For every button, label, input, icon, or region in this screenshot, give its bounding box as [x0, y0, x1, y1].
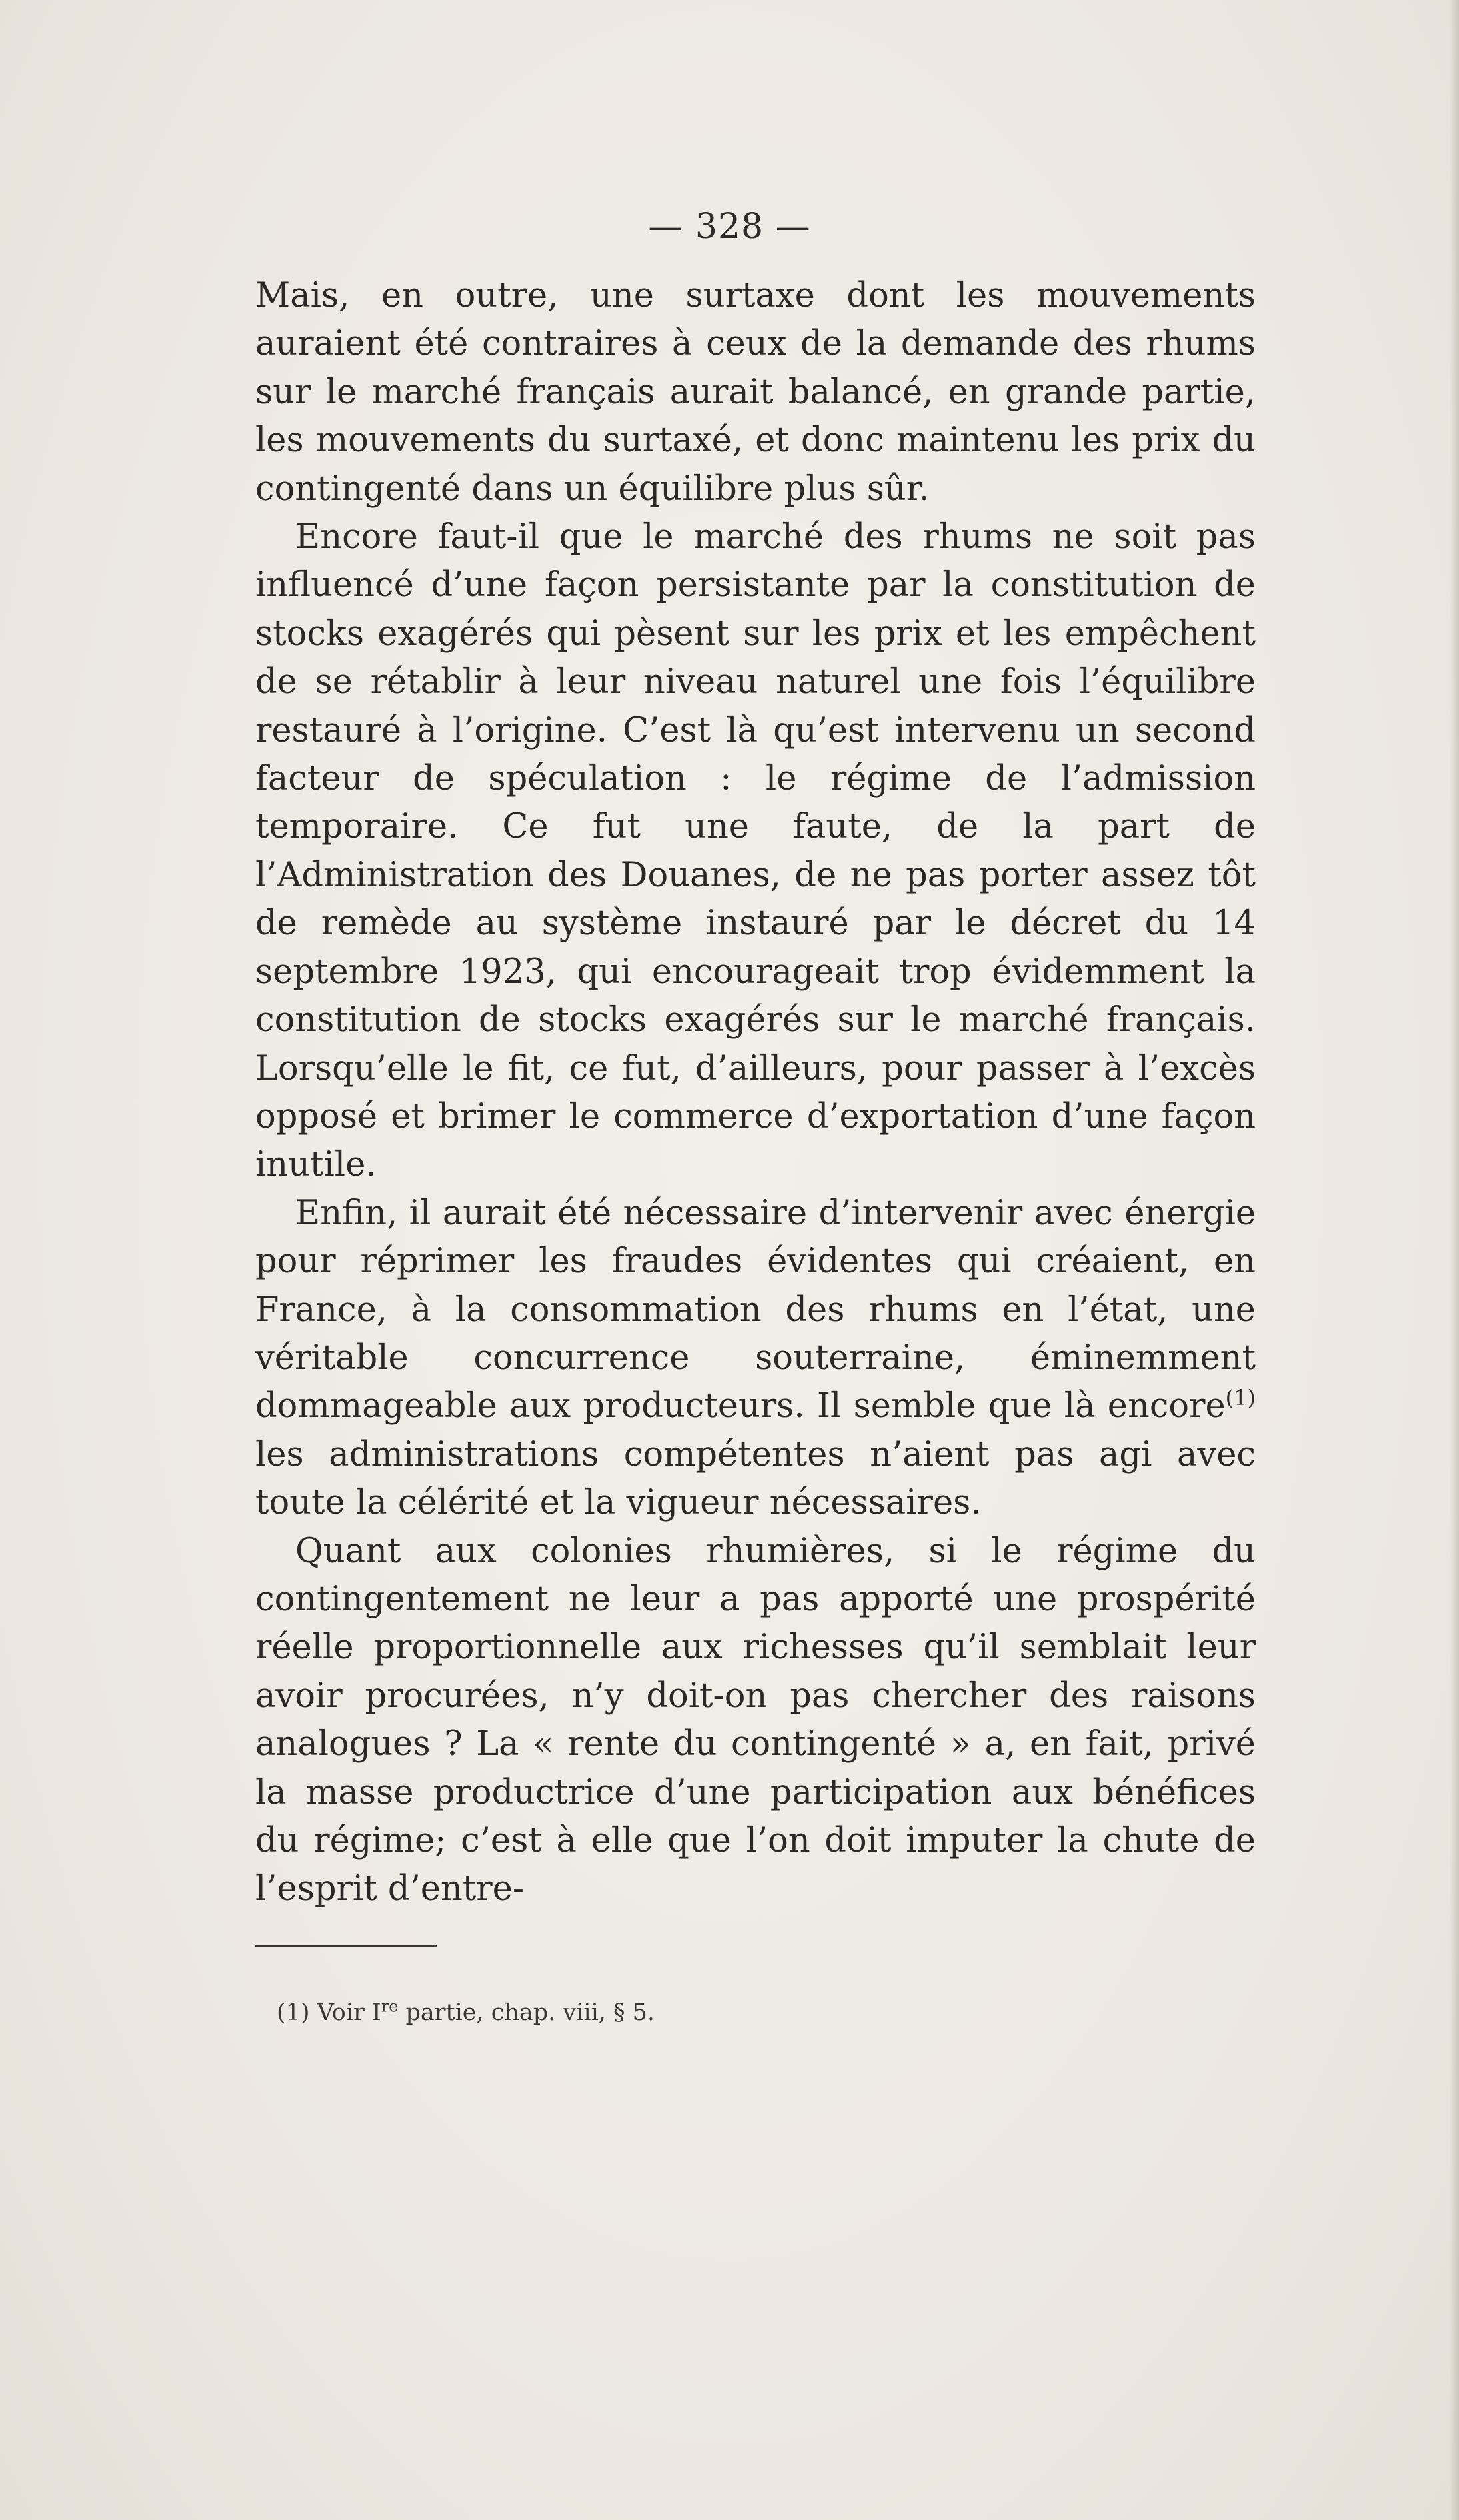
paragraph-4: Quant aux colonies rhumières, si le régime du contingentement ne leur a pas apporté une prospérité réelle proportionnelle aux richesses qu’il semblait leur avoir procurées, n’y doit-on pas chercher des raisons analogues ? La « rente du contingenté » a, en fait, privé la masse productrice d’une participation aux bénéfices du régime; c’est à elle que l’on doit imputer la chute de l’esprit d’entre- [255, 1531, 1256, 1909]
footnote-separator [255, 1945, 437, 1947]
paragraph-3 [255, 1190, 1256, 1528]
page-number: — 328 — [648, 207, 811, 247]
footnote [277, 1997, 655, 2028]
paragraph-3-text: Enfin, il aurait été nécessaire d’intervenir avec énergie pour réprimer les fraudes évidentes qui créaient, en France, à la consommation des rhums en l’état, une véritable concurrence souterraine, éminemment dommageable aux producteurs. Il semble que là encore [255, 1193, 1256, 1426]
page-edge-shadow [1450, 0, 1459, 2520]
body-text [255, 272, 1256, 1914]
footnote-text: Voir I [309, 1999, 381, 2026]
paragraph-2: Encore faut-il que le marché des rhums ne soit pas influencé d’une façon persistante par la constitution de stocks exagérés qui pèsent sur les prix et les empêchent de se rétablir à leur niveau naturel une fois l’équilibre restauré à l’origine. C’est là qu’est intervenu un second facteur de spéculation : le régime de l’admission temporaire. Ce fut une faute, de la part de l’Administration des Douanes, de ne pas porter assez tôt de remède au système instauré par le décret du 14 septembre 1923, qui encourageait trop évidemment la constitution de stocks exagérés sur le marché français. Lorsqu’elle le fit, ce fut, d’ailleurs, pour passer à l’excès opposé et brimer le commerce d’exportation d’une façon inutile. [255, 517, 1256, 1185]
footnote-reference: (1) [1225, 1385, 1256, 1411]
paragraph-3-text-continued: les administrations compétentes n’aient pas agi avec toute la célérité et la vigueur nécessaires. [255, 1434, 1256, 1523]
footnote-text-continued: partie, chap. viii, § 5. [398, 1999, 655, 2026]
footnote-marker: (1) [277, 1999, 310, 2026]
paragraph-1: Mais, en outre, une surtaxe dont les mouvements auraient été contraires à ceux de la demande des rhums sur le marché français aurait balancé, en grande partie, les mouvements du surtaxé, et donc maintenu les prix du contingenté dans un équilibre plus sûr. [255, 276, 1256, 509]
footnote-superscript: re [381, 1997, 399, 2016]
